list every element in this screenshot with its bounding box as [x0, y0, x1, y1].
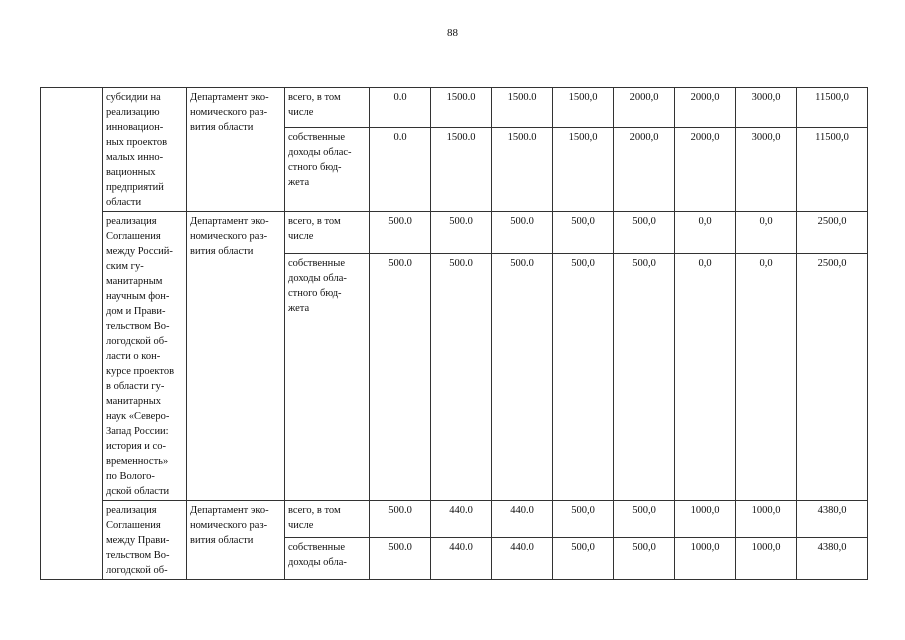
value-cell: 1500.0	[431, 128, 492, 212]
text-line: курсе проектов	[106, 366, 175, 377]
number-cell	[41, 88, 103, 580]
text-line: вития области	[190, 535, 254, 546]
text-line: числе	[288, 107, 314, 118]
value-cell: 0,0	[736, 253, 797, 500]
text-line: номического раз-	[190, 520, 268, 531]
text-line: субсидии на	[106, 92, 161, 103]
value-cell: 0.0	[370, 88, 431, 128]
value-cell: 2500,0	[797, 212, 868, 254]
value-cell: 0,0	[675, 212, 736, 254]
funding-source-cell	[285, 212, 370, 254]
value-cell: 1500,0	[553, 88, 614, 128]
text-line: тельством Во-	[106, 321, 170, 332]
text-line: стного бюд-	[288, 162, 342, 173]
text-line: числе	[288, 520, 314, 531]
value-cell: 2000,0	[614, 88, 675, 128]
text-line: малых инно-	[106, 152, 164, 163]
value-cell: 3000,0	[736, 128, 797, 212]
funding-source-cell	[285, 537, 370, 579]
value-cell: 500,0	[614, 212, 675, 254]
text-line: всего, в том	[288, 216, 341, 227]
value-cell: 11500,0	[797, 128, 868, 212]
text-line: между Прави-	[106, 535, 170, 546]
value-cell: 500.0	[370, 253, 431, 500]
value-cell: 500.0	[431, 253, 492, 500]
text-line: наук «Северо-	[106, 411, 170, 422]
value-cell: 1000,0	[675, 537, 736, 579]
text-line: Соглашения	[106, 231, 161, 242]
text-line: номического раз-	[190, 231, 268, 242]
text-line: по Волого-	[106, 471, 155, 482]
value-cell: 0,0	[736, 212, 797, 254]
text-line: всего, в том	[288, 92, 341, 103]
value-cell: 500,0	[553, 501, 614, 538]
value-cell: 440.0	[431, 501, 492, 538]
text-line: области	[106, 197, 142, 208]
text-line: Запад России:	[106, 426, 169, 437]
text-line: предприятий	[106, 182, 164, 193]
text-line: инновацион-	[106, 122, 164, 133]
text-line: ским гу-	[106, 261, 144, 272]
value-cell: 1500,0	[553, 128, 614, 212]
text-line: вационных	[106, 167, 156, 178]
text-line: доходы обла-	[288, 556, 347, 568]
measure-cell	[103, 212, 187, 501]
text-line: Соглашения	[106, 520, 161, 531]
department-cell	[187, 501, 285, 580]
text-line: Департамент эко-	[190, 92, 269, 103]
table-body	[41, 88, 868, 580]
text-line: реализация	[106, 505, 157, 516]
value-cell: 4380,0	[797, 537, 868, 579]
value-cell: 2500,0	[797, 253, 868, 500]
value-cell: 500.0	[431, 212, 492, 254]
value-cell: 1500.0	[492, 88, 553, 128]
value-cell: 500,0	[553, 212, 614, 254]
text-line: собственные	[288, 132, 346, 143]
value-cell: 500,0	[614, 537, 675, 579]
text-line: логодской об-	[106, 565, 168, 576]
value-cell: 2000,0	[675, 88, 736, 128]
text-line: Департамент эко-	[190, 505, 269, 516]
text-line: дом и Прави-	[106, 306, 166, 317]
value-cell: 500,0	[614, 253, 675, 500]
text-line: числе	[288, 231, 314, 242]
text-line: ных проектов	[106, 137, 168, 148]
value-cell: 3000,0	[736, 88, 797, 128]
table-row	[41, 501, 868, 538]
value-cell: 500.0	[370, 212, 431, 254]
text-line: в области гу-	[106, 381, 165, 392]
value-cell: 2000,0	[675, 128, 736, 212]
text-line: Департамент эко-	[190, 216, 269, 227]
funding-source-cell	[285, 253, 370, 500]
text-line: временность»	[106, 456, 169, 467]
value-cell: 500.0	[492, 212, 553, 254]
text-line: стного бюд-	[288, 287, 342, 299]
value-cell: 1000,0	[675, 501, 736, 538]
text-line: реализацию	[106, 107, 160, 118]
value-cell: 500,0	[553, 537, 614, 579]
measure-cell	[103, 88, 187, 212]
text-line: жета	[288, 302, 310, 314]
value-cell: 1000,0	[736, 501, 797, 538]
text-line: дской области	[106, 486, 170, 497]
value-cell: 0,0	[675, 253, 736, 500]
funding-source-cell	[285, 88, 370, 128]
text-line: тельством Во-	[106, 550, 170, 561]
text-line: вития области	[190, 122, 254, 133]
department-cell	[187, 212, 285, 501]
text-line: номического раз-	[190, 107, 268, 118]
text-line: собственные	[288, 257, 346, 269]
value-cell: 11500,0	[797, 88, 868, 128]
text-line: между Россий-	[106, 246, 173, 257]
value-cell: 0.0	[370, 128, 431, 212]
value-cell: 500.0	[370, 537, 431, 579]
department-cell	[187, 88, 285, 212]
page-number: 88	[447, 27, 458, 39]
value-cell: 500.0	[370, 501, 431, 538]
text-line: всего, в том	[288, 505, 341, 516]
text-line: доходы обла-	[288, 272, 347, 284]
value-cell: 1500.0	[431, 88, 492, 128]
text-line: логодской об-	[106, 336, 168, 347]
table-row	[41, 212, 868, 254]
value-cell: 500.0	[492, 253, 553, 500]
text-line: доходы облас-	[288, 147, 352, 158]
text-line: жета	[288, 177, 310, 188]
value-cell: 1000,0	[736, 537, 797, 579]
funding-source-cell	[285, 501, 370, 538]
measure-cell	[103, 501, 187, 580]
text-line: манитарных	[106, 396, 162, 407]
value-cell: 500,0	[614, 501, 675, 538]
value-cell: 440.0	[431, 537, 492, 579]
text-line: ласти о кон-	[106, 351, 161, 362]
text-line: история и со-	[106, 441, 166, 452]
text-line: реализация	[106, 216, 157, 227]
value-cell: 2000,0	[614, 128, 675, 212]
table-row	[41, 88, 868, 128]
value-cell: 1500.0	[492, 128, 553, 212]
value-cell: 4380,0	[797, 501, 868, 538]
value-cell: 500,0	[553, 253, 614, 500]
funding-source-cell	[285, 128, 370, 212]
value-cell: 440.0	[492, 501, 553, 538]
text-line: научным фон-	[106, 291, 170, 302]
value-cell: 440.0	[492, 537, 553, 579]
text-line: собственные	[288, 541, 346, 553]
text-line: вития области	[190, 246, 254, 257]
budget-table	[40, 87, 868, 580]
text-line: манитарным	[106, 276, 163, 287]
